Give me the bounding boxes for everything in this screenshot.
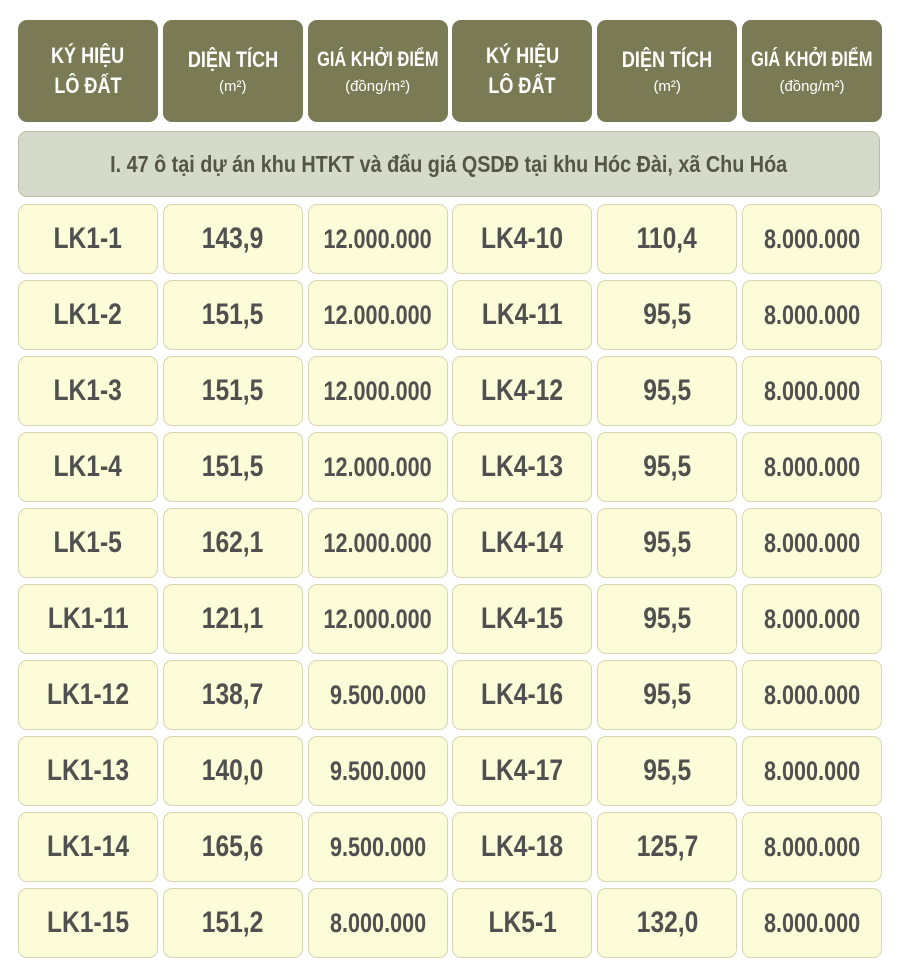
plot-code-value: LK1-1 — [53, 222, 123, 255]
cell-price-left — [308, 356, 448, 426]
cell-price-left — [308, 432, 448, 502]
cell-plot-code-right — [452, 204, 592, 274]
plot-code-value: LK1-2 — [53, 298, 123, 331]
header-plot-code-line1: KÝ HIỆU — [485, 43, 559, 68]
plot-code-value: LK4-14 — [481, 526, 564, 559]
cell-price-right — [742, 280, 882, 350]
area-value: 95,5 — [643, 450, 692, 483]
area-value: 165,6 — [202, 830, 264, 863]
cell-plot-code-left — [18, 888, 158, 958]
price-value: 12.000.000 — [323, 451, 432, 482]
header-plot-code-line2: LÔ ĐẤT — [488, 73, 556, 98]
price-value: 8.000.000 — [763, 451, 861, 482]
cell-plot-code-left — [18, 584, 158, 654]
price-value: 9.500.000 — [329, 831, 426, 862]
cell-plot-code-left — [18, 280, 158, 350]
cell-price-right — [742, 812, 882, 882]
price-value: 12.000.000 — [323, 375, 432, 406]
cell-area-left — [163, 812, 303, 882]
price-value: 12.000.000 — [323, 223, 432, 254]
cell-area-right — [597, 736, 737, 806]
price-value: 8.000.000 — [763, 755, 861, 786]
cell-plot-code-right — [452, 508, 592, 578]
cell-price-right — [742, 888, 882, 958]
cell-area-right — [597, 432, 737, 502]
cell-price-right — [742, 204, 882, 274]
price-value: 8.000.000 — [763, 299, 861, 330]
cell-price-right — [742, 508, 882, 578]
header-plot-code-left — [18, 20, 158, 122]
cell-plot-code-left — [18, 356, 158, 426]
header-plot-code-line2: LÔ ĐẤT — [54, 73, 122, 98]
area-value: 125,7 — [636, 830, 698, 863]
cell-area-left — [163, 508, 303, 578]
plot-code-value: LK4-10 — [481, 222, 564, 255]
table-body — [18, 204, 882, 958]
price-value: 9.500.000 — [329, 755, 426, 786]
plot-code-value: LK4-18 — [481, 830, 564, 863]
price-value: 8.000.000 — [763, 831, 861, 862]
cell-area-left — [163, 432, 303, 502]
cell-plot-code-right — [452, 432, 592, 502]
cell-price-right — [742, 356, 882, 426]
plot-code-value: LK1-11 — [47, 602, 129, 635]
cell-plot-code-left — [18, 508, 158, 578]
cell-price-left — [308, 508, 448, 578]
area-value: 132,0 — [636, 906, 698, 939]
cell-area-right — [597, 356, 737, 426]
price-value: 9.500.000 — [329, 679, 426, 710]
cell-price-left — [308, 888, 448, 958]
area-value: 95,5 — [643, 602, 692, 635]
cell-price-left — [308, 812, 448, 882]
price-value: 12.000.000 — [323, 527, 432, 558]
header-area-right — [597, 20, 737, 122]
area-value: 151,2 — [202, 906, 264, 939]
cell-price-left — [308, 204, 448, 274]
cell-area-left — [163, 584, 303, 654]
cell-area-left — [163, 888, 303, 958]
price-value: 8.000.000 — [763, 527, 861, 558]
cell-price-right — [742, 432, 882, 502]
cell-area-right — [597, 812, 737, 882]
price-value: 8.000.000 — [329, 907, 426, 938]
cell-price-left — [308, 736, 448, 806]
plot-code-value: LK4-13 — [481, 450, 564, 483]
plot-code-value: LK1-5 — [53, 526, 123, 559]
price-value: 12.000.000 — [323, 603, 432, 634]
cell-area-left — [163, 204, 303, 274]
cell-price-left — [308, 280, 448, 350]
price-value: 8.000.000 — [763, 223, 861, 254]
cell-area-left — [163, 660, 303, 730]
header-price-right — [742, 20, 882, 122]
area-value: 143,9 — [202, 222, 264, 255]
cell-plot-code-right — [452, 736, 592, 806]
cell-plot-code-right — [452, 280, 592, 350]
area-value: 151,5 — [202, 374, 264, 407]
plot-code-value: LK1-12 — [46, 678, 130, 711]
plot-code-value: LK5-1 — [488, 906, 557, 939]
cell-plot-code-left — [18, 204, 158, 274]
cell-plot-code-right — [452, 356, 592, 426]
plot-code-value: LK4-11 — [482, 298, 563, 331]
area-value: 95,5 — [643, 526, 692, 559]
area-value: 121,1 — [202, 602, 264, 635]
section-title: I. 47 ô tại dự án khu HTKT và đấu giá QSDĐ tại khu Hóc Đài, xã Chu Hóa — [110, 150, 788, 177]
cell-area-left — [163, 280, 303, 350]
area-value: 151,5 — [202, 450, 264, 483]
cell-area-right — [597, 888, 737, 958]
cell-plot-code-right — [452, 812, 592, 882]
header-area-title: DIỆN TÍCH — [622, 47, 713, 72]
area-value: 110,4 — [637, 222, 698, 255]
cell-area-left — [163, 356, 303, 426]
cell-area-right — [597, 280, 737, 350]
cell-plot-code-right — [452, 584, 592, 654]
header-price-title: GIÁ KHỞI ĐIỂM — [316, 48, 439, 71]
cell-plot-code-right — [452, 888, 592, 958]
cell-plot-code-right — [452, 660, 592, 730]
cell-price-left — [308, 584, 448, 654]
plot-code-value: LK4-12 — [481, 374, 564, 407]
header-area-unit: (m²) — [219, 78, 247, 95]
header-area-title: DIỆN TÍCH — [187, 47, 278, 72]
price-value: 8.000.000 — [763, 603, 861, 634]
plot-code-value: LK1-4 — [53, 450, 123, 483]
header-price-title: GIÁ KHỞI ĐIỂM — [751, 48, 873, 71]
area-value: 95,5 — [643, 298, 692, 331]
cell-area-right — [597, 584, 737, 654]
price-value: 8.000.000 — [763, 907, 861, 938]
header-area-unit: (m²) — [653, 78, 681, 95]
plot-code-value: LK4-17 — [481, 754, 564, 787]
header-plot-code-line1: KÝ HIỆU — [51, 43, 125, 68]
cell-area-right — [597, 508, 737, 578]
cell-area-left — [163, 736, 303, 806]
area-value: 95,5 — [643, 754, 692, 787]
cell-price-left — [308, 660, 448, 730]
table-header — [18, 20, 882, 122]
cell-area-right — [597, 660, 737, 730]
cell-plot-code-left — [18, 660, 158, 730]
area-value: 95,5 — [643, 374, 692, 407]
plot-code-value: LK1-3 — [53, 374, 123, 407]
plot-code-value: LK1-13 — [46, 754, 130, 787]
cell-price-right — [742, 584, 882, 654]
cell-plot-code-left — [18, 432, 158, 502]
plot-code-value: LK4-15 — [481, 602, 564, 635]
area-value: 95,5 — [643, 678, 692, 711]
area-value: 162,1 — [202, 526, 264, 559]
price-value: 8.000.000 — [763, 679, 861, 710]
header-plot-code-right — [452, 20, 592, 122]
header-price-left — [308, 20, 448, 122]
area-value: 140,0 — [202, 754, 264, 787]
header-area-left — [163, 20, 303, 122]
cell-area-right — [597, 204, 737, 274]
area-value: 138,7 — [202, 678, 264, 711]
header-price-unit: (đồng/m²) — [779, 78, 845, 95]
price-value: 12.000.000 — [323, 299, 432, 330]
cell-price-right — [742, 736, 882, 806]
section-banner — [18, 131, 880, 197]
area-value: 151,5 — [202, 298, 264, 331]
cell-price-right — [742, 660, 882, 730]
plot-code-value: LK1-15 — [46, 906, 130, 939]
header-price-unit: (đồng/m²) — [345, 78, 411, 95]
cell-plot-code-left — [18, 812, 158, 882]
plot-code-value: LK1-14 — [46, 830, 130, 863]
cell-plot-code-left — [18, 736, 158, 806]
plot-code-value: LK4-16 — [481, 678, 564, 711]
price-value: 8.000.000 — [763, 375, 861, 406]
